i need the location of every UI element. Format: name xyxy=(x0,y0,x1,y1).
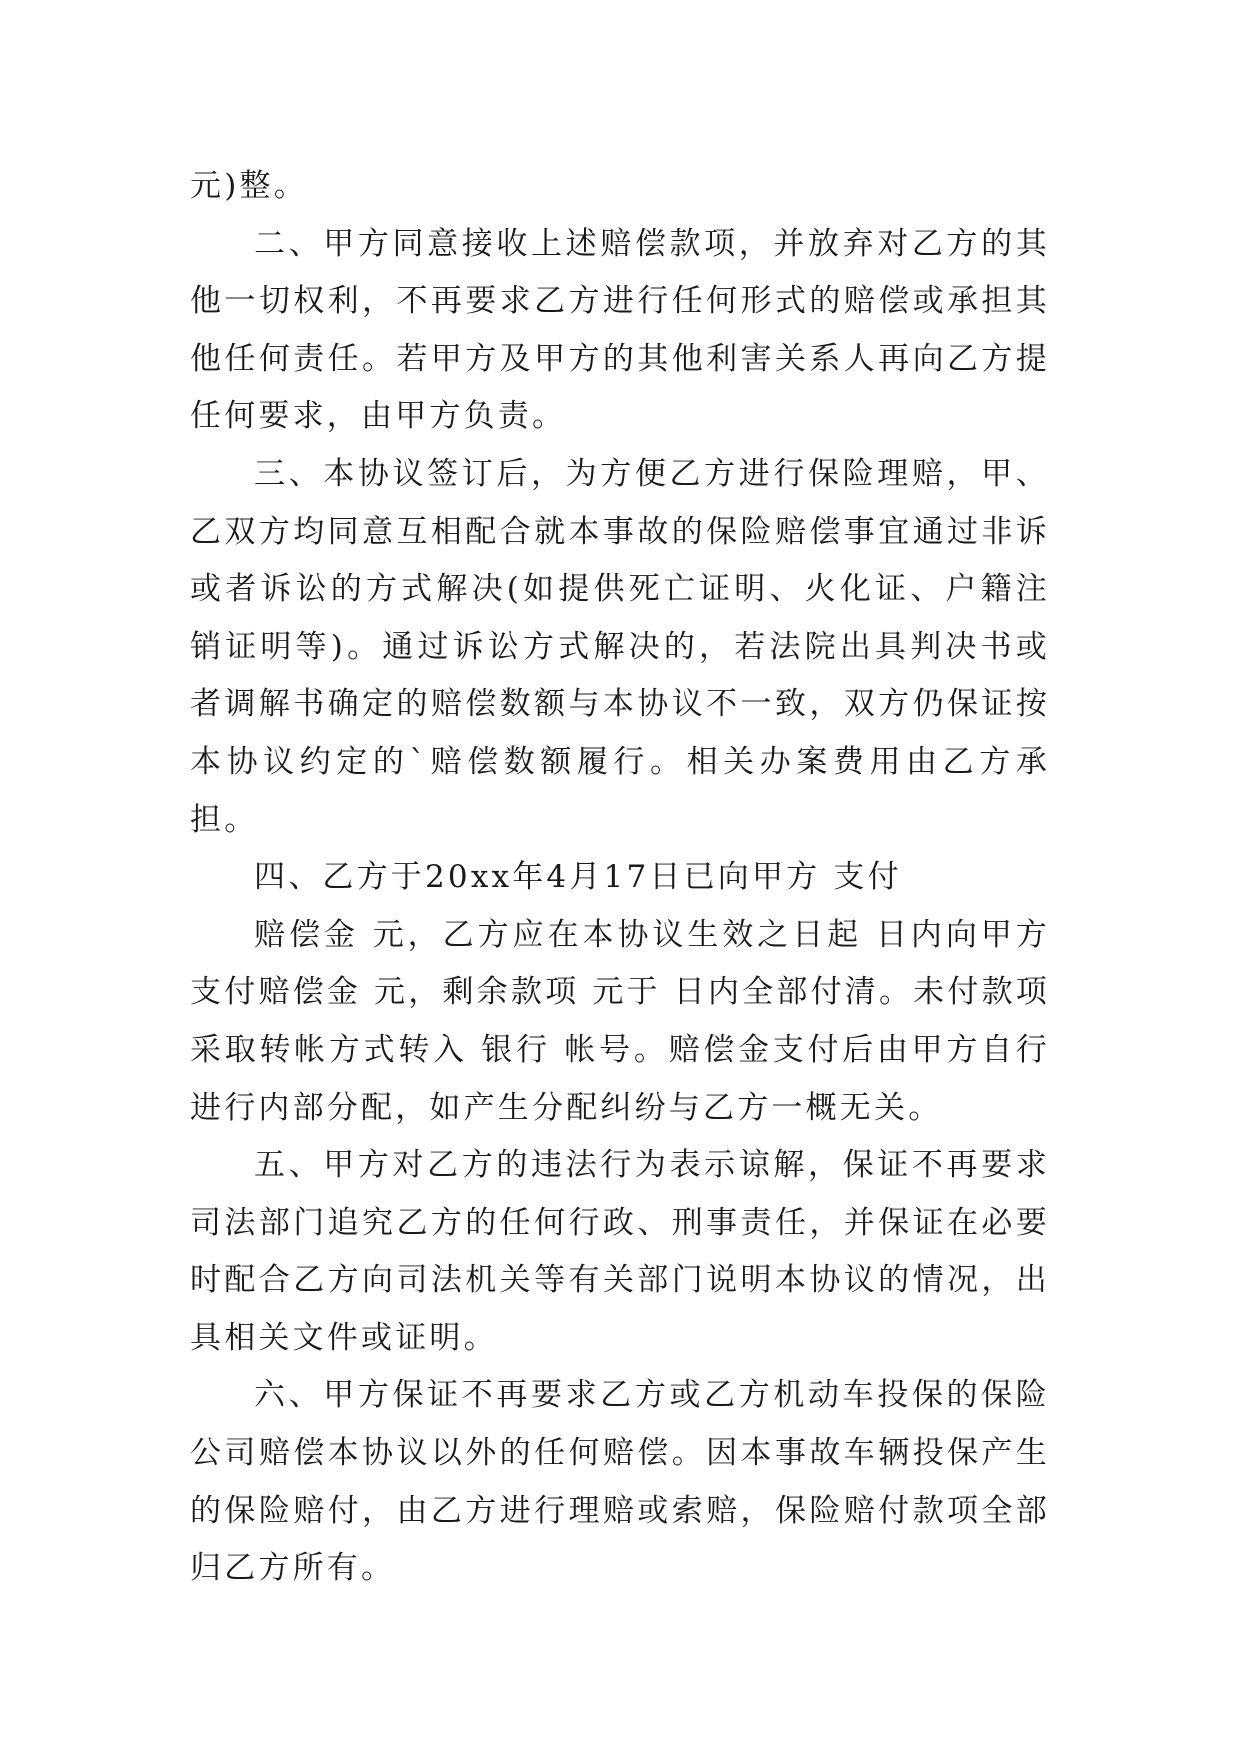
document-body xyxy=(190,158,1050,1598)
paragraph-clause-4: 四、乙方于20xx年4月17日已向甲方 支付 xyxy=(254,859,902,896)
paragraph-compensation-details: 赔偿金 元，乙方应在本协议生效之日起 日内向甲方支付赔偿金 元，剩余款项 元于 日内全部付清。未付款项采取转帐方式转入 银行 帐号。赔偿金支付后由甲方自行进行内部分配，如产生分配纠纷与乙方一概无关。 xyxy=(190,916,1050,1126)
paragraph-continuation: 元)整。 xyxy=(190,168,308,204)
paragraph-clause-5: 五、甲方对乙方的违法行为表示谅解，保证不再要求司法部门追究乙方的任何行政、刑事责任，并保证在必要时配合乙方向司法机关等有关部门说明本协议的情况，出具相关文件或证明。 xyxy=(190,1147,1050,1356)
paragraph-clause-6: 六、甲方保证不再要求乙方或乙方机动车投保的保险公司赔偿本协议以外的任何赔偿。因本事故车辆投保产生的保险赔付，由乙方进行理赔或索赔，保险赔付款项全部归乙方所有。 xyxy=(190,1377,1050,1587)
paragraph-clause-2: 二、甲方同意接收上述赔偿款项，并放弃对乙方的其他一切权利，不再要求乙方进行任何形式的赔偿或承担其他任何责任。若甲方及甲方的其他利害关系人再向乙方提任何要求，由甲方负责。 xyxy=(190,225,1050,435)
paragraph-clause-3: 三、本协议签订后，为方便乙方进行保险理赔，甲、乙双方均同意互相配合就本事故的保险赔偿事宜通过非诉或者诉讼的方式解决(如提供死亡证明、火化证、户籍注销证明等)。通过诉讼方式解决的，若法院出具判决书或者调解书确定的赔偿数额与本协议不一致，双方仍保证按本协议约定的`赔偿数额履行。相关办案费用由乙方承担。 xyxy=(190,455,1050,838)
